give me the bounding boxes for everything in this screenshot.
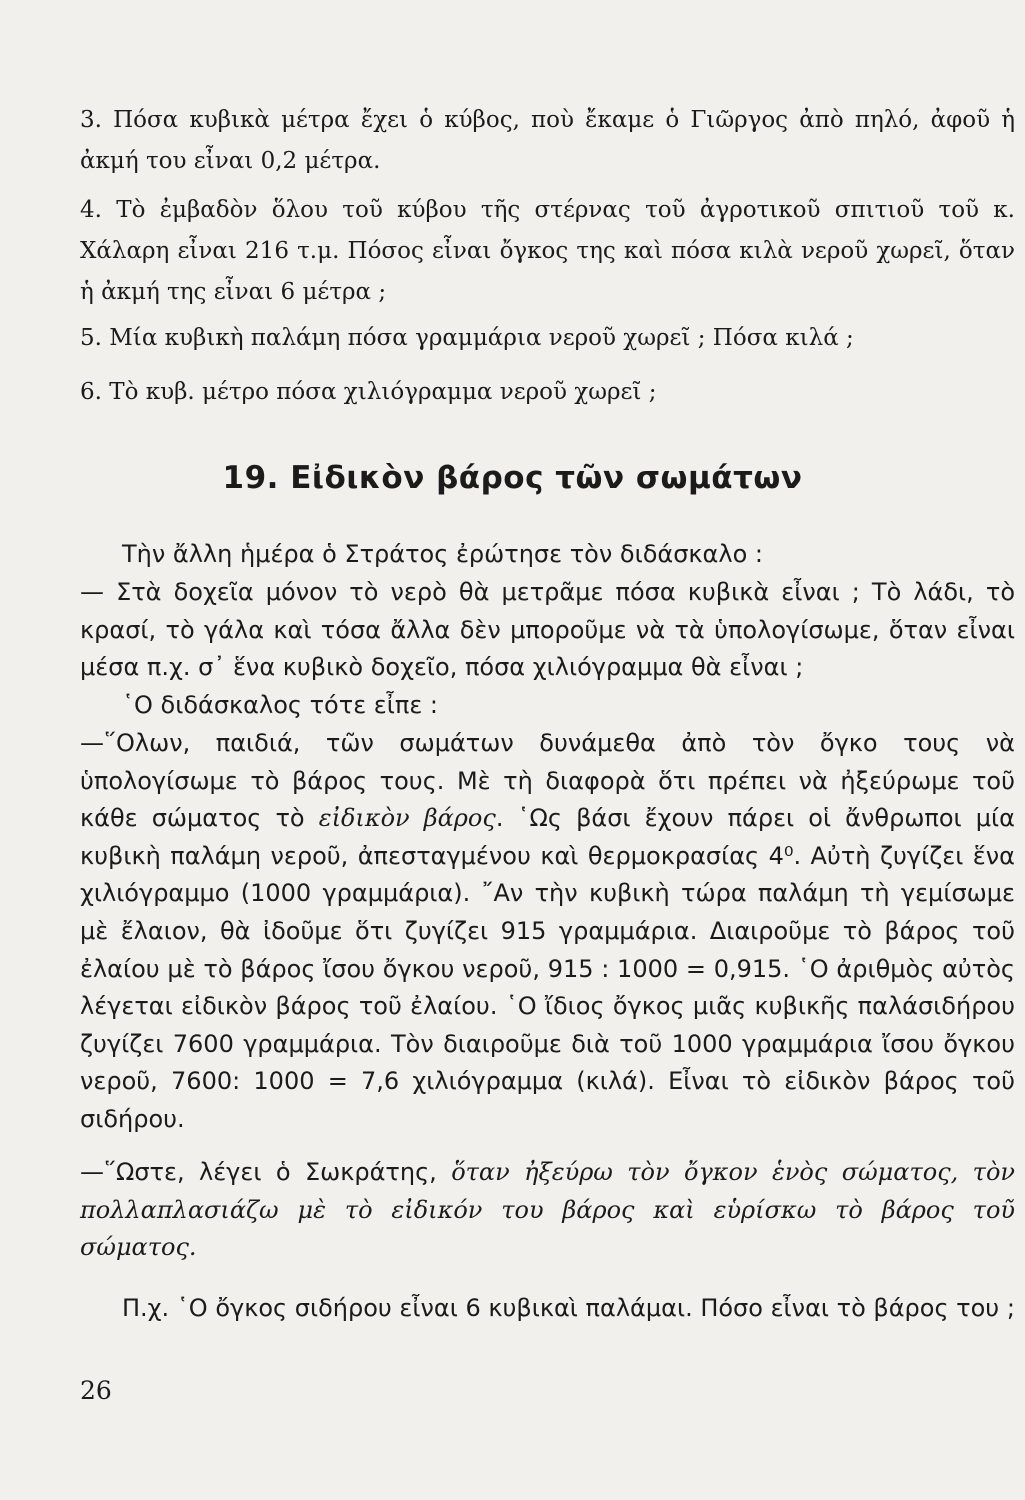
rule-italic: ὅταν ἠξεύρω τὸν ὄγκον ἑνὸς σώματος, τὸν πολλαπλασιάζω μὲ τὸ εἰδικόν του βάρος καὶ εὑρίσκω τὸ βάρος τοῦ σώματος. (80, 1158, 1015, 1262)
paragraph-example: Π.χ. ῾Ο ὄγκος σιδήρου εἶναι 6 κυβικαὶ παλάμαι. Πόσο εἶναι τὸ βάρος του ; (122, 1294, 1015, 1322)
explanation-text-a: —῞Ολων, παιδιά, τῶν σωμάτων δυνάμεθα ἀπὸ τὸν ὄγκο τους νὰ ὑπολογίσωμε τὸ βάρος τους. Μὲ τὴ διαφορὰ ὅτι πρέπει νὰ ἠξεύρωμε τοῦ κάθε σώματος τὸ (80, 729, 1015, 833)
paragraph-explanation (80, 725, 1015, 1139)
exercise-3: 3. Πόσα κυβικὰ μέτρα ἔχει ὁ κύβος, ποὺ ἔκαμε ὁ Γιῶργος ἀπὸ πηλό, ἀφοῦ ἡ ἀκμή του εἶναι 0,2 μέτρα. (80, 107, 1015, 174)
page-number: 26 (80, 1376, 112, 1405)
paragraph-question-text: — Στὰ δοχεῖα μόνον τὸ νερὸ θὰ μετρᾶμε πόσα κυβικὰ εἶναι ; Τὸ λάδι, τὸ κρασί, τὸ γάλα καὶ τόσα ἄλλα δὲν μποροῦμε νὰ τὰ ὑπολογίσωμε, ὅταν εἶναι μέσα π.χ. σ᾽ ἕνα κυβικὸ δοχεῖο, πόσα χιλιόγραμμα θὰ εἶναι ; (80, 578, 1015, 682)
exercise-5: 5. Μία κυβικὴ παλάμη πόσα γραμμάρια νεροῦ χωρεῖ ; Πόσα κιλά ; (80, 325, 854, 351)
exercise-4: 4. Τὸ ἐμβαδὸν ὅλου τοῦ κύβου τῆς στέρνας τοῦ ἀγροτικοῦ σπιτιοῦ τοῦ κ. Χάλαρη εἶναι 216 τ.μ. Πόσος εἶναι ὄγκος της καὶ πόσα κιλὰ νεροῦ χωρεῖ, ὅταν ἡ ἀκμή της εἶναι 6 μέτρα ; (80, 197, 1015, 305)
paragraph-teacher-intro: ῾Ο διδάσκαλος τότε εἶπε : (122, 691, 439, 719)
rule-text: —῞Ωστε, λέγει ὁ Σωκράτης, (80, 1158, 452, 1186)
exercise-6: 6. Τὸ κυβ. μέτρο πόσα χιλιόγραμμα νεροῦ χωρεῖ ; (80, 379, 657, 405)
paragraph-question-intro: Τὴν ἄλλη ἡμέρα ὁ Στράτος ἐρώτησε τὸν διδάσκαλο : (122, 540, 763, 568)
explanation-text-b: . ῾Ως βάσι ἔχουν πάρει οἱ ἄνθρωποι μία κυβικὴ παλάμη νεροῦ, ἀπεσταγμένου καὶ θερμοκρασίας 4⁰. Αὐτὴ ζυγίζει ἕνα χιλιόγραμμο (1000 γραμμάρια). ῎Αν τὴν κυβικὴ τώρα παλάμη τὴ γεμίσωμε μὲ ἔλαιον, θὰ ἰδοῦμε ὅτι ζυγίζει 915 γραμμάρια. Διαιροῦμε τὸ βάρος τοῦ ἐλαίου μὲ τὸ βάρος ἴσου ὄγκου νεροῦ, 915 : 1000 = 0,915. ῾Ο ἀριθμὸς αὐτὸς λέγεται εἰδικὸν βάρος τοῦ ἐλαίου. ῾Ο ἴδιος ὄγκος μιᾶς κυβικῆς παλάσιδήρου ζυγίζει 7600 γραμμάρια. Τὸν διαιροῦμε διὰ τοῦ 1000 γραμμάρια ἴσου ὄγκου νεροῦ, 7600: 1000 = 7,6 χιλιόγραμμα (κιλά). Εἶναι τὸ εἰδικὸν βάρος τοῦ σιδήρου. (80, 804, 1015, 1133)
paragraph-question (80, 574, 1015, 687)
section-heading: 19. Εἰδικὸν βάρος τῶν σωμάτων (222, 460, 803, 496)
paragraph-rule (80, 1154, 1015, 1267)
explanation-term-italic: εἰδικὸν βάρος (318, 804, 496, 833)
